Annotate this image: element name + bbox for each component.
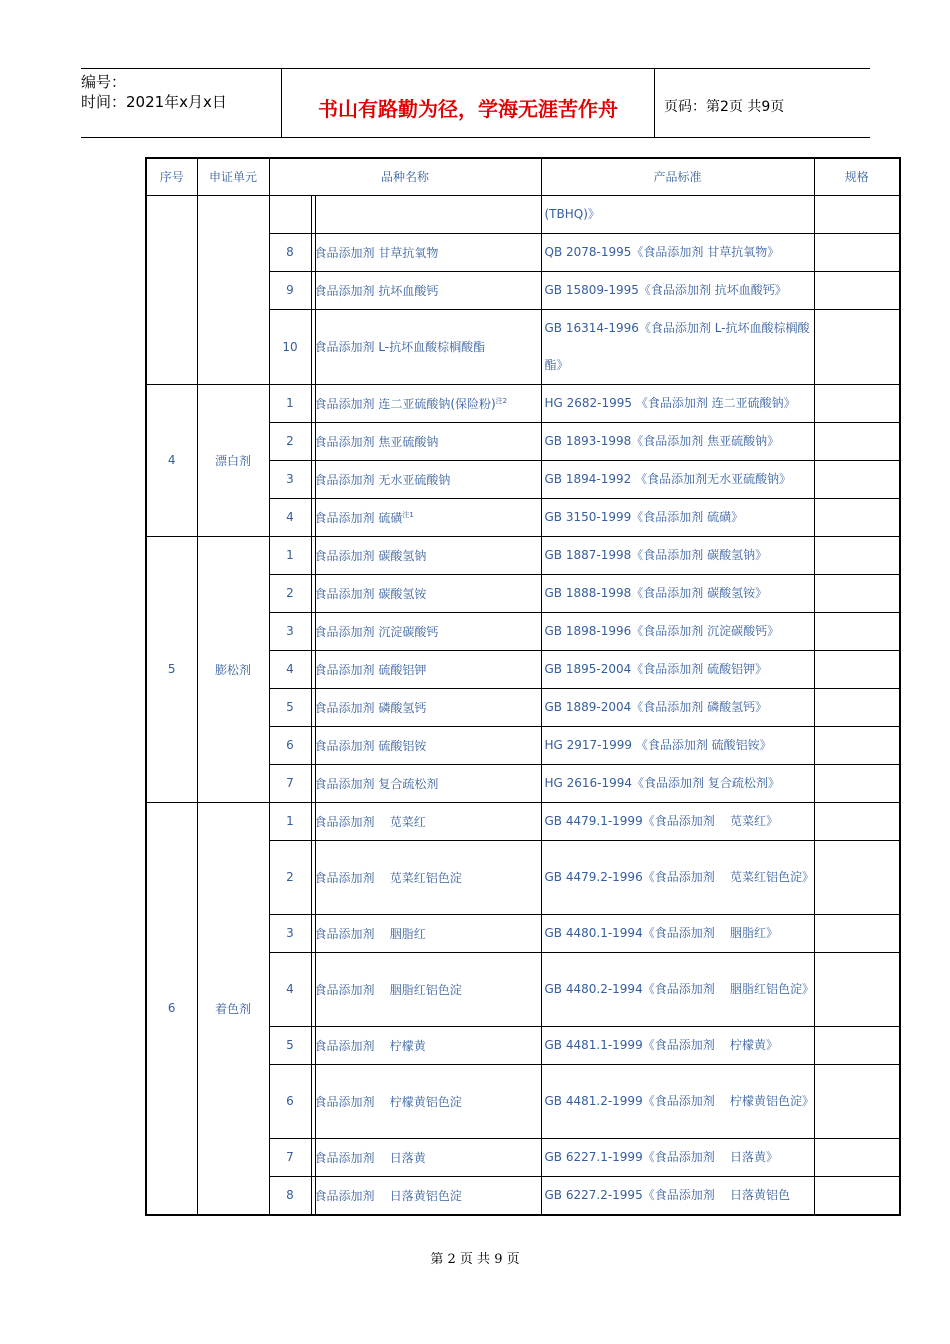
variety-name-text: 食品添加剂 日落黄 — [314, 1150, 426, 1165]
variety-name-cell — [311, 574, 541, 612]
variety-name-cell — [311, 764, 541, 802]
page-footer: 第 2 页 共 9 页 — [430, 1252, 520, 1267]
spec-cell — [814, 840, 900, 914]
variety-name-cell — [311, 650, 541, 688]
variety-name-cell — [311, 688, 541, 726]
footnote-mark: 注2 — [495, 396, 508, 405]
table-header-row — [146, 158, 900, 195]
seq-cell — [146, 195, 197, 384]
variety-name-cell — [311, 612, 541, 650]
spec-cell — [814, 460, 900, 498]
standard-cell: GB 6227.2-1995《食品添加剂 日落黄铝色 — [541, 1176, 814, 1215]
standard-cell: GB 4480.2-1994《食品添加剂 胭脂红铝色淀》 — [541, 952, 814, 1026]
seq-cell: 5 — [146, 536, 197, 802]
standard-cell: GB 4481.1-1999《食品添加剂 柠檬黄》 — [541, 1026, 814, 1064]
seq-cell: 6 — [146, 802, 197, 1215]
spec-cell — [814, 1064, 900, 1138]
number-label: 编号： — [81, 73, 127, 91]
standard-cell: GB 6227.1-1999《食品添加剂 日落黄》 — [541, 1138, 814, 1176]
header-right — [654, 69, 870, 137]
standard-cell: GB 15809-1995《食品添加剂 抗坏血酸钙》 — [541, 271, 814, 309]
spec-cell — [814, 688, 900, 726]
page-header — [81, 68, 870, 138]
spec-cell — [814, 802, 900, 840]
item-index-cell: 1 — [269, 536, 311, 574]
item-index-cell: 6 — [269, 1064, 311, 1138]
variety-name-cell — [311, 384, 541, 422]
spec-header: 规格 — [814, 158, 900, 195]
variety-name-cell — [311, 271, 541, 309]
item-index-cell: 8 — [269, 233, 311, 271]
unit-cell — [197, 195, 269, 384]
header-motto-cell — [281, 69, 655, 137]
variety-name-text: 食品添加剂 硫酸铝铵 — [314, 738, 427, 753]
item-index-cell: 2 — [269, 574, 311, 612]
page-info: 页码：第2页 共9页 — [664, 99, 785, 115]
standard-cell: GB 16314-1996《食品添加剂 L-抗坏血酸棕榈酸酯》 — [541, 309, 814, 384]
standard-cell: QB 2078-1995《食品添加剂 甘草抗氧物》 — [541, 233, 814, 271]
variety-name-cell — [311, 914, 541, 952]
seq-header: 序号 — [146, 158, 197, 195]
item-index-cell: 1 — [269, 802, 311, 840]
spec-cell — [814, 612, 900, 650]
spec-cell — [814, 650, 900, 688]
unit-cell: 膨松剂 — [197, 536, 269, 802]
item-index-cell: 4 — [269, 952, 311, 1026]
variety-name-text: 食品添加剂 苋菜红铝色淀 — [314, 870, 462, 885]
variety-name-cell — [311, 536, 541, 574]
item-index-cell: 7 — [269, 764, 311, 802]
spec-cell — [814, 271, 900, 309]
item-index-cell: 4 — [269, 498, 311, 536]
motto-text: 书山有路勤为径，学海无涯苦作舟 — [318, 97, 618, 121]
spec-cell — [814, 914, 900, 952]
variety-name-text: 食品添加剂 连二亚硫酸钠(保险粉) — [314, 396, 496, 411]
table-row — [146, 384, 900, 422]
spec-cell — [814, 726, 900, 764]
standard-cell: GB 4479.2-1996《食品添加剂 苋菜红铝色淀》 — [541, 840, 814, 914]
item-index-cell: 3 — [269, 460, 311, 498]
standard-cell: GB 1895-2004《食品添加剂 硫酸铝钾》 — [541, 650, 814, 688]
item-index-cell — [269, 195, 311, 233]
item-index-cell: 9 — [269, 271, 311, 309]
table-row — [146, 195, 900, 233]
standard-header: 产品标准 — [541, 158, 814, 195]
item-index-cell: 3 — [269, 914, 311, 952]
variety-name-cell — [311, 1026, 541, 1064]
spec-cell — [814, 1026, 900, 1064]
standard-cell: GB 3150-1999《食品添加剂 硫磺》 — [541, 498, 814, 536]
variety-name-cell — [311, 422, 541, 460]
variety-name-cell — [311, 802, 541, 840]
standard-cell: HG 2616-1994《食品添加剂 复合疏松剂》 — [541, 764, 814, 802]
variety-name-text: 食品添加剂 柠檬黄铝色淀 — [314, 1094, 462, 1109]
variety-name-text: 食品添加剂 碳酸氢铵 — [314, 586, 427, 601]
spec-cell — [814, 233, 900, 271]
variety-name-text: 食品添加剂 焦亚硫酸钠 — [314, 434, 439, 449]
standard-cell: GB 4480.1-1994《食品添加剂 胭脂红》 — [541, 914, 814, 952]
table-row — [146, 802, 900, 840]
unit-cell: 漂白剂 — [197, 384, 269, 536]
variety-name-cell — [311, 460, 541, 498]
standard-cell: GB 1887-1998《食品添加剂 碳酸氢钠》 — [541, 536, 814, 574]
variety-name-cell — [311, 952, 541, 1026]
spec-cell — [814, 195, 900, 233]
variety-name-cell — [311, 498, 541, 536]
header-left — [81, 69, 281, 140]
standard-cell: HG 2917-1999 《食品添加剂 硫酸铝铵》 — [541, 726, 814, 764]
item-index-cell: 1 — [269, 384, 311, 422]
date-label: 时间：2021年x月x日 — [81, 93, 227, 111]
variety-name-text: 食品添加剂 日落黄铝色淀 — [314, 1188, 462, 1203]
standard-cell: GB 4479.1-1999《食品添加剂 苋菜红》 — [541, 802, 814, 840]
variety-name-cell — [311, 840, 541, 914]
spec-cell — [814, 574, 900, 612]
item-index-cell: 2 — [269, 840, 311, 914]
item-index-cell: 2 — [269, 422, 311, 460]
variety-name-text: 食品添加剂 复合疏松剂 — [314, 776, 439, 791]
unit-cell: 着色剂 — [197, 802, 269, 1215]
standard-cell: GB 1894-1992 《食品添加剂无水亚硫酸钠》 — [541, 460, 814, 498]
item-index-cell: 3 — [269, 612, 311, 650]
item-index-cell: 6 — [269, 726, 311, 764]
variety-name-text: 食品添加剂 碳酸氢钠 — [314, 548, 427, 563]
name-header: 品种名称 — [269, 158, 541, 195]
footnote-mark: 注1 — [402, 510, 414, 519]
additives-table — [145, 157, 901, 1216]
variety-name-text: 食品添加剂 甘草抗氧物 — [314, 245, 439, 260]
table-row — [146, 536, 900, 574]
variety-name-text: 食品添加剂 硫磺 — [314, 510, 403, 525]
spec-cell — [814, 1138, 900, 1176]
variety-name-text: 食品添加剂 沉淀碳酸钙 — [314, 624, 439, 639]
unit-header: 申证单元 — [197, 158, 269, 195]
item-index-cell: 8 — [269, 1176, 311, 1215]
variety-name-cell — [311, 233, 541, 271]
variety-name-cell — [311, 1176, 541, 1215]
item-index-cell: 5 — [269, 688, 311, 726]
spec-cell — [814, 309, 900, 384]
spec-cell — [814, 422, 900, 460]
spec-cell — [814, 952, 900, 1026]
item-index-cell: 10 — [269, 309, 311, 384]
variety-name-text: 食品添加剂 磷酸氢钙 — [314, 700, 427, 715]
spec-cell — [814, 764, 900, 802]
spec-cell — [814, 384, 900, 422]
variety-name-text: 食品添加剂 L-抗坏血酸棕榈酸酯 — [314, 340, 486, 354]
variety-name-cell — [311, 1064, 541, 1138]
standard-cell: HG 2682-1995 《食品添加剂 连二亚硫酸钠》 — [541, 384, 814, 422]
item-index-cell: 5 — [269, 1026, 311, 1064]
variety-name-text: 食品添加剂 抗坏血酸钙 — [314, 283, 439, 298]
standard-cell: GB 1893-1998《食品添加剂 焦亚硫酸钠》 — [541, 422, 814, 460]
seq-cell: 4 — [146, 384, 197, 536]
variety-name-text: 食品添加剂 无水亚硫酸钠 — [314, 472, 451, 487]
variety-name-cell — [311, 726, 541, 764]
spec-cell — [814, 498, 900, 536]
standard-cell: GB 1898-1996《食品添加剂 沉淀碳酸钙》 — [541, 612, 814, 650]
spec-cell — [814, 1176, 900, 1215]
variety-name-text: 食品添加剂 胭脂红 — [314, 926, 426, 941]
item-index-cell: 7 — [269, 1138, 311, 1176]
standard-cell: (TBHQ)》 — [541, 195, 814, 233]
variety-name-text: 食品添加剂 胭脂红铝色淀 — [314, 982, 462, 997]
variety-name-text: 食品添加剂 苋菜红 — [314, 814, 426, 829]
item-index-cell: 4 — [269, 650, 311, 688]
standard-cell: GB 1888-1998《食品添加剂 碳酸氢铵》 — [541, 574, 814, 612]
variety-name-cell — [311, 1138, 541, 1176]
variety-name-text: 食品添加剂 硫酸铝钾 — [314, 662, 427, 677]
variety-name-cell — [311, 195, 541, 233]
standard-cell: GB 1889-2004《食品添加剂 磷酸氢钙》 — [541, 688, 814, 726]
variety-name-cell — [311, 309, 541, 384]
standard-cell: GB 4481.2-1999《食品添加剂 柠檬黄铝色淀》 — [541, 1064, 814, 1138]
spec-cell — [814, 536, 900, 574]
variety-name-text: 食品添加剂 柠檬黄 — [314, 1038, 426, 1053]
